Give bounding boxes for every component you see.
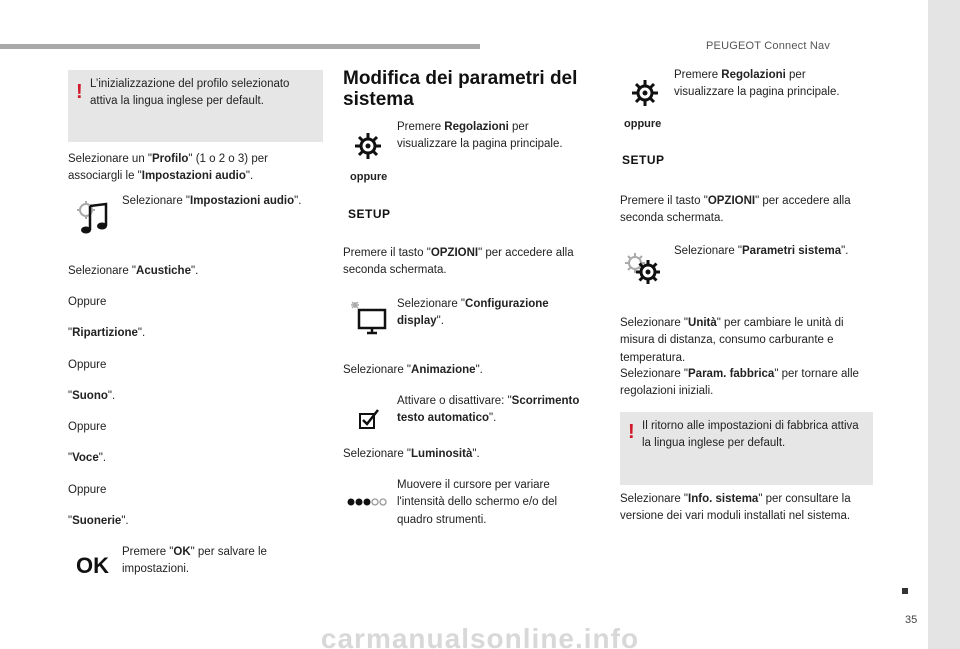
setup-button-label: SETUP <box>348 207 391 221</box>
suono-option: "Suono". <box>68 390 116 402</box>
gear-icon <box>353 131 383 161</box>
watermark-text: carmanualsonline.info <box>320 623 640 649</box>
gear-icon <box>630 78 660 108</box>
scorrimento-instruction: Attivare o disattivare: "Scorrimento testo automatico". <box>397 395 580 425</box>
warning-exclamation-icon: ! <box>628 421 635 443</box>
ok-instruction: Premere "OK" per salvare le impostazioni. <box>122 546 267 576</box>
configurazione-display-instruction: Selezionare "Configurazione display". <box>397 298 549 328</box>
acustiche-instruction: Selezionare "Acustiche". <box>68 265 199 277</box>
oppure-label: Oppure <box>68 484 107 496</box>
unita-instruction: Selezionare "Unità" per cambiare le unità di misura di distanza, consumo carburante e temperatura. <box>620 317 844 364</box>
opzioni-instruction: Premere il tasto "OPZIONI" per accedere alla seconda schermata. <box>343 247 574 277</box>
top-divider-bar <box>0 44 480 49</box>
info-sistema-instruction: Selezionare "Info. sistema" per consultare la versione dei vari moduli installati nel sistema. <box>620 493 851 523</box>
regolazioni-instruction: Premere Regolazioni per visualizzare la pagina principale. <box>397 121 563 151</box>
opzioni-instruction: Premere il tasto "OPZIONI" per accedere alla seconda schermata. <box>620 195 851 225</box>
oppure-label: oppure <box>350 171 388 183</box>
oppure-label: Oppure <box>68 359 107 371</box>
oppure-label: oppure <box>624 118 662 130</box>
warning-note-text: L’inizializzazione del profilo selezionato attiva la lingua inglese per default. <box>90 78 290 108</box>
music-note-settings-icon <box>76 200 110 236</box>
profile-instruction: Selezionare un "Profilo" (1 o 2 o 3) per associargli le "Impostazioni audio". <box>68 153 268 183</box>
end-mark <box>902 588 908 594</box>
page-number: 35 <box>905 614 918 626</box>
suonerie-option: "Suonerie". <box>68 515 129 527</box>
page-header-title: PEUGEOT Connect Nav <box>706 40 831 52</box>
ok-button-icon: OK <box>76 553 109 578</box>
oppure-label: Oppure <box>68 296 107 308</box>
voce-option: "Voce". <box>68 452 107 464</box>
regolazioni-instruction: Premere Regolazioni per visualizzare la pagina principale. <box>674 69 840 99</box>
warning-note-text: Il ritorno alle impostazioni di fabbrica attiva la lingua inglese per default. <box>642 420 859 450</box>
system-gears-icon <box>622 250 664 288</box>
animazione-instruction: Selezionare "Animazione". <box>343 364 483 376</box>
section-heading: Modifica dei parametri del sistema <box>343 68 578 110</box>
page-side-strip <box>928 0 960 649</box>
audio-settings-instruction: Selezionare "Impostazioni audio". <box>122 195 302 207</box>
luminosita-instruction: Selezionare "Luminosità". <box>343 448 480 460</box>
param-fabbrica-instruction: Selezionare "Param. fabbrica" per tornare alle regolazioni iniziali. <box>620 368 859 398</box>
parametri-sistema-instruction: Selezionare "Parametri sistema". <box>674 245 849 257</box>
checkbox-checked-icon <box>357 407 381 431</box>
slider-dots-icon <box>346 496 390 508</box>
warning-exclamation-icon: ! <box>76 81 83 103</box>
ripartizione-option: "Ripartizione". <box>68 327 146 339</box>
warning-note-factory <box>620 412 873 485</box>
cursor-instruction: Muovere il cursore per variare l'intensità dello schermo e/o del quadro strumenti. <box>397 479 558 526</box>
oppure-label: Oppure <box>68 421 107 433</box>
warning-note-profile <box>68 70 323 142</box>
display-brightness-icon <box>347 300 387 336</box>
setup-button-label: SETUP <box>622 153 665 167</box>
